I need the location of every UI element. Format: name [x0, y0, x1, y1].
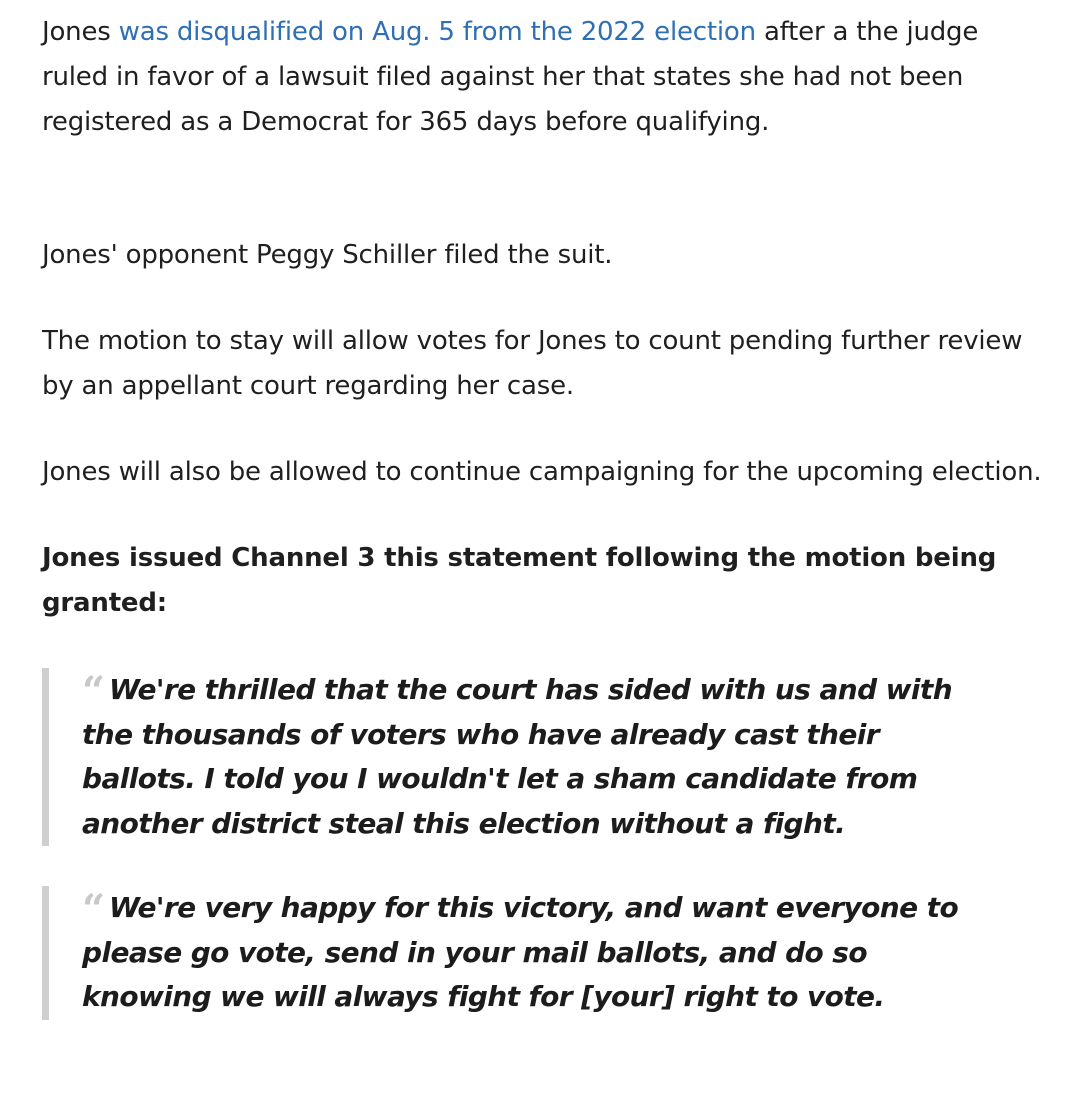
- paragraph-disqualification: [42, 10, 1042, 145]
- quote-bar: [42, 886, 49, 1020]
- paragraph-text: after a the judge ruled in favor of a lawsuit filed against her that states she had not been registered as a Democrat for 365 days before qualifying.: [42, 17, 979, 137]
- paragraph-motion: The motion to stay will allow votes for Jones to count pending further review by an appellant court regarding her case.: [42, 326, 1023, 401]
- quote-body: We're thrilled that the court has sided with us and with the thousands of voters who have already cast their ballots. I told you I wouldn't let a sham candidate from another district steal this election without a fight.: [82, 673, 953, 840]
- quote-text: [82, 886, 962, 1020]
- article-body: [42, 10, 1042, 1060]
- paragraph-opponent: Jones' opponent Peggy Schiller filed the suit.: [42, 240, 613, 270]
- quote-bar: [42, 668, 49, 846]
- quote-mark-icon: “: [82, 668, 102, 715]
- paragraph-campaigning: Jones will also be allowed to continue campaigning for the upcoming election.: [42, 457, 1042, 487]
- quote-text: [82, 668, 962, 846]
- paragraph-text: Jones: [42, 17, 119, 47]
- disqualification-link[interactable]: was disqualified on Aug. 5 from the 2022 election: [118, 17, 756, 47]
- blockquote-statement-2: [42, 886, 962, 1020]
- blockquote-statement-1: [42, 668, 962, 846]
- paragraph-statement-intro: Jones issued Channel 3 this statement following the motion being granted:: [42, 543, 997, 618]
- quote-mark-icon: “: [82, 886, 102, 933]
- quote-body: We're very happy for this victory, and want everyone to please go vote, send in your mail ballots, and do so knowing we will always fight for [your] right to vote.: [82, 891, 959, 1013]
